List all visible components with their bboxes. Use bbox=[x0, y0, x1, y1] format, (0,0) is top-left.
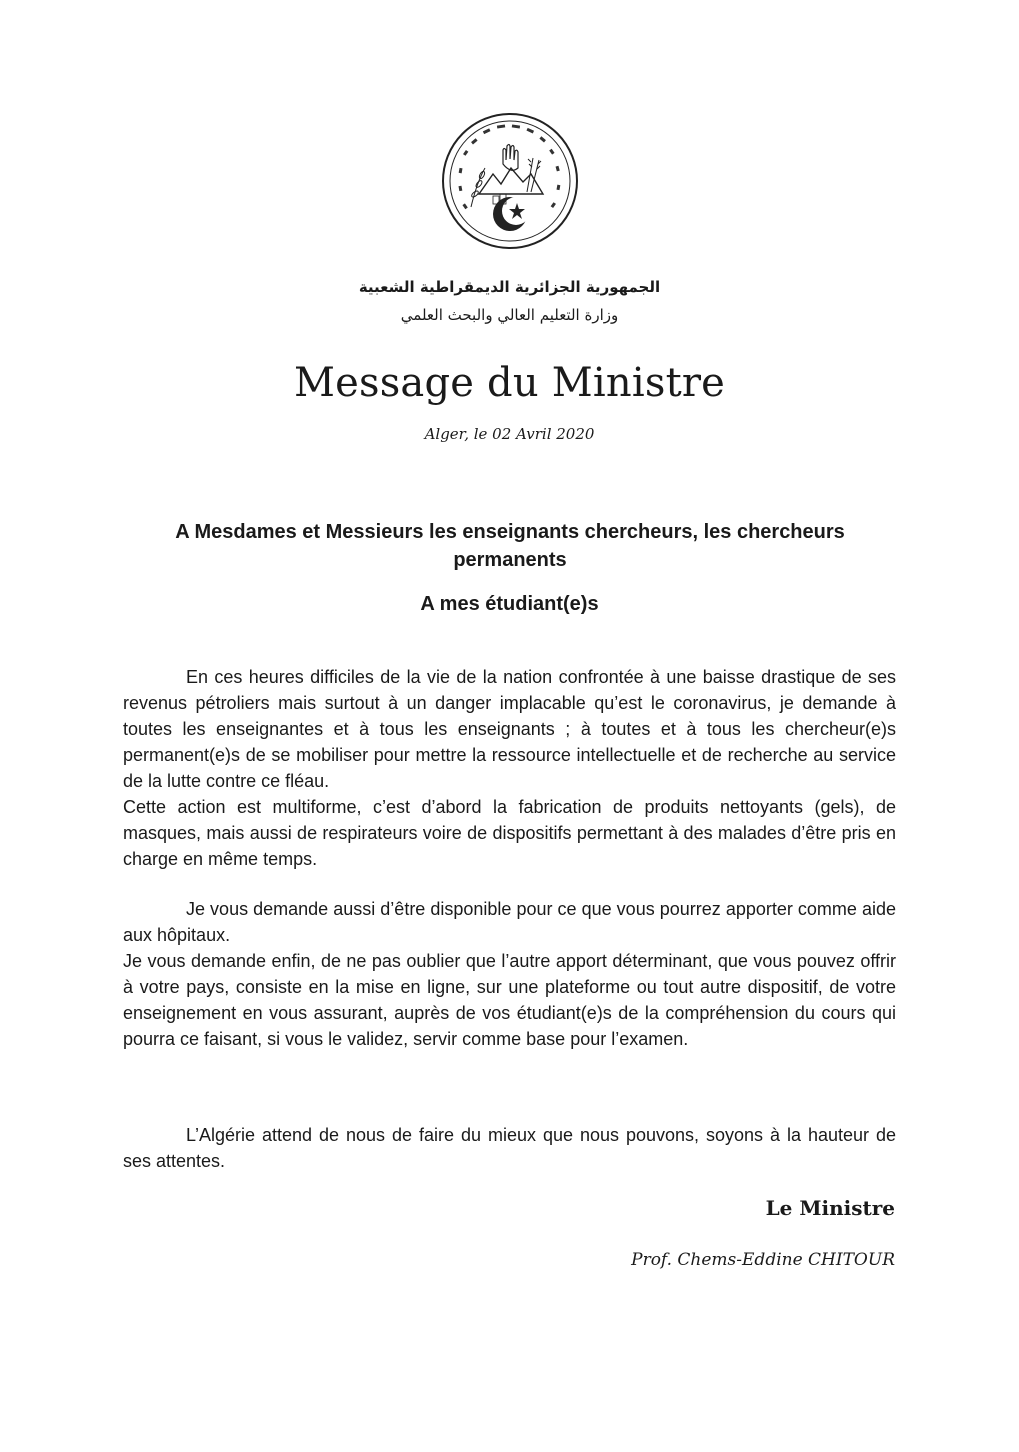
addressee-line-2: A mes étudiant(e)s bbox=[420, 593, 599, 615]
paragraph-2: Cette action est multiforme, c’est d’abord la fabrication de produits nettoyants (gels), de masques, mais aussi de respirateurs voire de dispositifs permettant à des malades d’être pris en charge en même temps. bbox=[123, 797, 896, 869]
algeria-state-seal-icon bbox=[441, 112, 579, 250]
body-block-2 bbox=[123, 896, 896, 1052]
body-block-3 bbox=[123, 1122, 896, 1174]
body-block-1 bbox=[123, 664, 896, 872]
country-name-arabic: الجمهورية الجزائرية الديمقراطية الشعبية bbox=[358, 278, 661, 296]
signoff: Le Ministre bbox=[765, 1196, 895, 1220]
ministry-name-arabic: وزارة التعليم العالي والبحث العلمي bbox=[400, 306, 619, 324]
paragraph-1: En ces heures difficiles de la vie de la nation confrontée à une baisse drastique de ses revenus pétroliers mais surtout à un danger implacable qu’est le coronavirus, je demande à toutes les enseignantes et à tous les enseignants ; à toutes et à tous les chercheur(e)s permanent(e)s de se mobiliser pour mettre la ressource intellectuelle et de recherche au service de la lutte contre ce fléau. bbox=[123, 667, 896, 791]
signature-name: Prof. Chems-Eddine CHITOUR bbox=[631, 1250, 895, 1270]
page-title: Message du Ministre bbox=[293, 360, 726, 406]
addressee-line-1: A Mesdames et Messieurs les enseignants chercheurs, les chercheurs permanents bbox=[175, 521, 845, 571]
paragraph-4: Je vous demande enfin, de ne pas oublier que l’autre apport déterminant, que vous pouvez offrir à votre pays, consiste en la mise en ligne, sur une plateforme ou tout autre dispositif, de votre enseignement en vous assurant, auprès de vos étudiant(e)s de la compréhension du cours qui pourra ce faisant, si vous le validez, servir comme base pour l’examen. bbox=[123, 951, 896, 1049]
paragraph-5: L’Algérie attend de nous de faire du mieux que nous pouvons, soyons à la hauteur de ses attentes. bbox=[123, 1125, 896, 1171]
date-line: Alger, le 02 Avril 2020 bbox=[424, 425, 595, 443]
paragraph-3: Je vous demande aussi d’être disponible pour ce que vous pourrez apporter comme aide aux hôpitaux. bbox=[123, 899, 896, 945]
